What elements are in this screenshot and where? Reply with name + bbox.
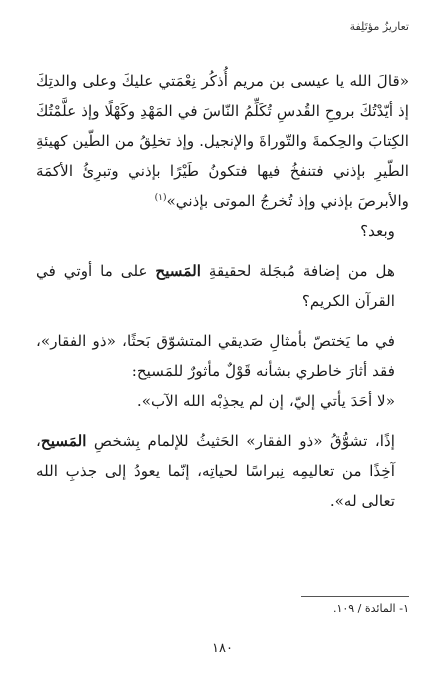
footnote: ١- المائدة / ١٠٩. — [332, 602, 409, 615]
paragraph-line: الفقار»، فقد أثارَ خاطري بشأنه قَوْلٌ مأثورٌ للمَسيح: — [36, 332, 395, 380]
question-text-end: على ما أوتي في القرآن الكريم؟ — [36, 262, 395, 310]
wa-baad-line: وبعد؟ — [360, 222, 395, 240]
quran-quote — [36, 66, 409, 216]
christ-saying: «لا أحَدَ يأتي إليّ، إن لم يجذِبْه الله الآب». — [136, 392, 395, 410]
page-number: ١٨٠ — [212, 641, 233, 656]
quote-line: وتبرِئُ الأكمَهَ والأبرصَ بإذني وإذ تُخرجُ الموتى بإذني» — [36, 162, 409, 210]
footnote-marker: (١) — [154, 192, 167, 203]
dhul-fiqar-paragraph — [36, 326, 409, 386]
conclusion-bold-term: المَسيح — [40, 432, 87, 450]
conclusion-text-end: ، آخِذًا من تعاليمِه نِبراسًا لحياتِه، إنّما يعودُ إلى جذبِ الله تعالى له». — [36, 432, 395, 510]
quote-line: «قالَ الله يا عيسى بن مريم أُذكُر نِعْمَتي عليكَ وعلى — [82, 72, 410, 90]
paragraph-line: في ما يَختصّ بأمثالِ صَديقي المتشوّق بَحثًا، «ذو — [92, 332, 395, 350]
quote-line: وإذ علَّمْتُكَ الكِتابَ والحِكمةَ والتّوراةَ والإنجيل. وإذ تخلِقُ — [36, 102, 410, 150]
question-bold-term: المَسيح — [155, 262, 201, 280]
footnote-separator — [301, 596, 409, 597]
quote-line: والدتِكَ إذ أيّدْتُكَ بروحِ القُدسِ تُكَلِّمُ النّاسَ في المَهْدِ وكَهْلًا — [36, 72, 410, 120]
question-text: هل من إضافة مُبجَلة لحقيقةِ — [200, 262, 395, 280]
quote-line: من الطّين كهيئةِ الطّيرِ بإذني فتنفخُ فيها فتكونُ طَيْرًا بإذني — [36, 132, 410, 180]
conclusion-paragraph — [36, 426, 409, 516]
page-body — [36, 66, 409, 516]
running-header: تعاريزُ مؤتَلِفة — [349, 20, 409, 33]
conclusion-text: إذًا، تشوُّقُ «ذو الفقار» الحَثيثُ للإلمام بِشخصِ — [86, 432, 395, 450]
question-paragraph — [36, 256, 409, 316]
